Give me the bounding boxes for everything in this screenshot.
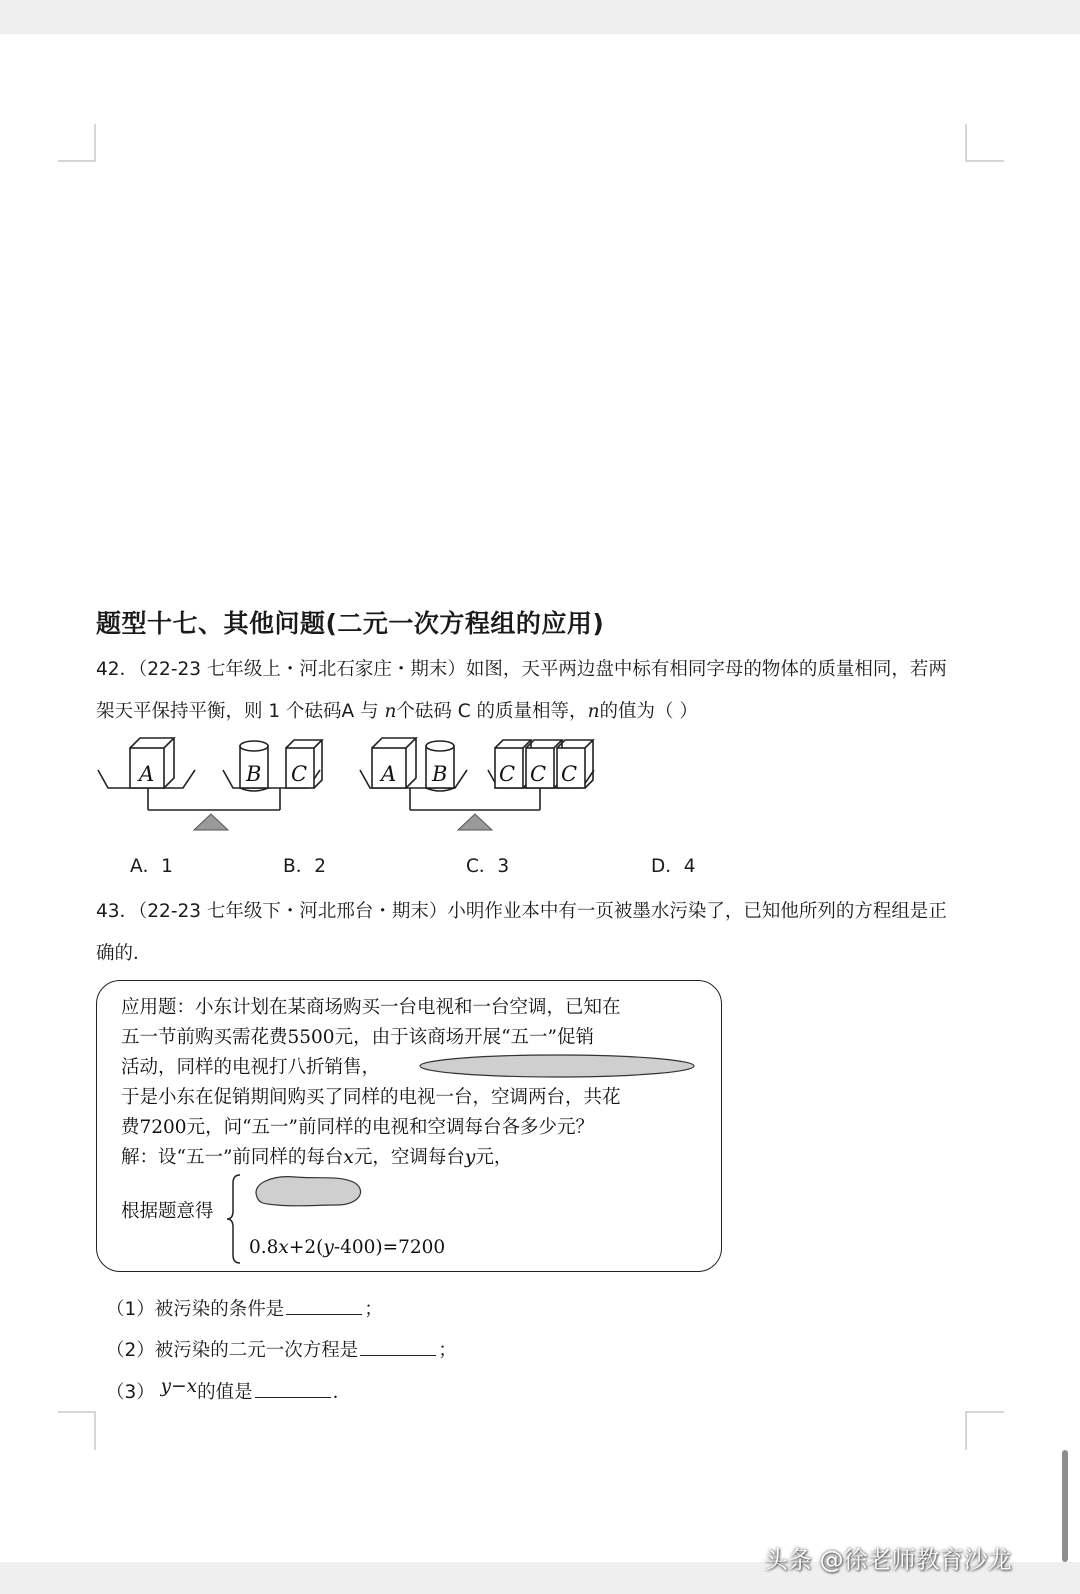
weight-label: A xyxy=(381,762,397,786)
equation-2 xyxy=(249,1237,445,1258)
weight-label: C xyxy=(499,762,516,786)
viewer-top-band xyxy=(0,0,1080,34)
weight-a-left xyxy=(130,738,174,788)
card-line-1: 应用题：小东计划在某商场购买一台电视和一台空调，已知在 xyxy=(121,997,621,1018)
crop-mark-bottom-right xyxy=(964,1410,1004,1450)
sub-question-1 xyxy=(106,1295,383,1321)
q42-line-2 xyxy=(96,697,698,723)
option-d[interactable]: D．4 xyxy=(651,856,696,877)
q43-line-1: 43．（22-23 七年级下・河北邢台・期末）小明作业本中有一页被墨水污染了，已知他所列的方程组是正 xyxy=(96,901,947,922)
q43-line-2: 确的． xyxy=(96,943,152,964)
q42-text-a: 架天平保持平衡，则 1 个砝码A 与 xyxy=(96,701,385,722)
balance-scales-figure xyxy=(90,734,610,834)
var-x: x xyxy=(278,1237,289,1258)
card-line-2: 五一节前购买需花费5500元，由于该商场开展“五一”促销 xyxy=(121,1027,594,1048)
q42-text-b: 个砝码 C 的质量相等， xyxy=(396,701,588,722)
var-n-2: n xyxy=(587,701,600,722)
problem-card xyxy=(96,980,722,1272)
sub1-text: （1）被污染的条件是 xyxy=(106,1299,285,1320)
left-scale xyxy=(98,738,322,830)
var-x: x xyxy=(186,1376,198,1397)
sub3-text: （3） xyxy=(106,1382,161,1403)
q42-line-1: 42．（22-23 七年级上・河北石家庄・期末）如图，天平两边盘中标有相同字母的物体的质量相同，若两 xyxy=(96,659,947,680)
sub3-punct: ． xyxy=(332,1382,352,1403)
vertical-scrollbar[interactable] xyxy=(1062,1450,1068,1562)
eq-text: 0.8 xyxy=(249,1237,279,1258)
sub-question-3 xyxy=(106,1378,351,1404)
card-line-4: 于是小东在促销期间购买了同样的电视一台，空调两台，共花 xyxy=(121,1087,621,1108)
q42-text-c: 的值为（ ） xyxy=(599,701,698,722)
var-n: n xyxy=(384,701,397,722)
var-y: y xyxy=(160,1376,172,1397)
weight-b-left xyxy=(240,741,268,791)
weight-label: B xyxy=(246,762,262,786)
crop-mark-top-left xyxy=(58,124,98,164)
option-a[interactable]: A．1 xyxy=(130,856,173,877)
answer-blank-2[interactable] xyxy=(360,1337,436,1356)
q42-options xyxy=(0,852,1080,880)
card-line-5: 费7200元，问“五一”前同样的电视和空调每台各多少元？ xyxy=(121,1117,594,1138)
right-scale xyxy=(360,738,594,830)
card-text-b: 元，空调每台 xyxy=(353,1147,465,1168)
card-line-3: 活动，同样的电视打八折销售， xyxy=(121,1057,381,1078)
minus-sign: − xyxy=(171,1376,187,1397)
eq-text: +2( xyxy=(288,1237,324,1258)
watermark-text: 头条 @徐老师教育沙龙 xyxy=(764,1546,1012,1574)
sub-question-2 xyxy=(106,1336,457,1362)
weight-a-right xyxy=(372,738,416,788)
card-text-a: 解：设“五一”前同样的每台 xyxy=(121,1147,344,1168)
weight-label: C xyxy=(291,762,308,786)
crop-mark-bottom-left xyxy=(58,1410,98,1450)
card-text-c: 元， xyxy=(475,1147,513,1168)
ink-blot-sentence xyxy=(417,1053,697,1079)
option-c[interactable]: C．3 xyxy=(466,856,510,877)
var-y: y xyxy=(323,1237,334,1258)
crop-mark-top-right xyxy=(964,124,1004,164)
answer-blank-1[interactable] xyxy=(286,1296,362,1315)
answer-blank-3[interactable] xyxy=(255,1379,331,1398)
weight-label: C xyxy=(530,762,547,786)
weight-c-left xyxy=(286,740,322,788)
weight-label: A xyxy=(139,762,155,786)
var-y: y xyxy=(464,1147,476,1168)
var-x: x xyxy=(343,1147,354,1168)
eq-text: -400)=7200 xyxy=(333,1237,446,1258)
weight-label: C xyxy=(561,762,578,786)
equation-system xyxy=(97,1149,723,1269)
sub1-punct: ； xyxy=(364,1299,383,1320)
system-label: 根据题意得 xyxy=(121,1201,214,1222)
ink-blot-equation xyxy=(249,1173,365,1209)
sub3-text-b: 的值是 xyxy=(197,1382,253,1403)
section-title: 题型十七、其他问题(二元一次方程组的应用) xyxy=(96,609,605,638)
left-brace-icon xyxy=(225,1173,243,1265)
weight-label: B xyxy=(432,762,448,786)
sub2-text: （2）被污染的二元一次方程是 xyxy=(106,1340,359,1361)
weight-b-right xyxy=(426,741,454,791)
option-b[interactable]: B．2 xyxy=(283,856,326,877)
sub2-punct: ； xyxy=(438,1340,457,1361)
